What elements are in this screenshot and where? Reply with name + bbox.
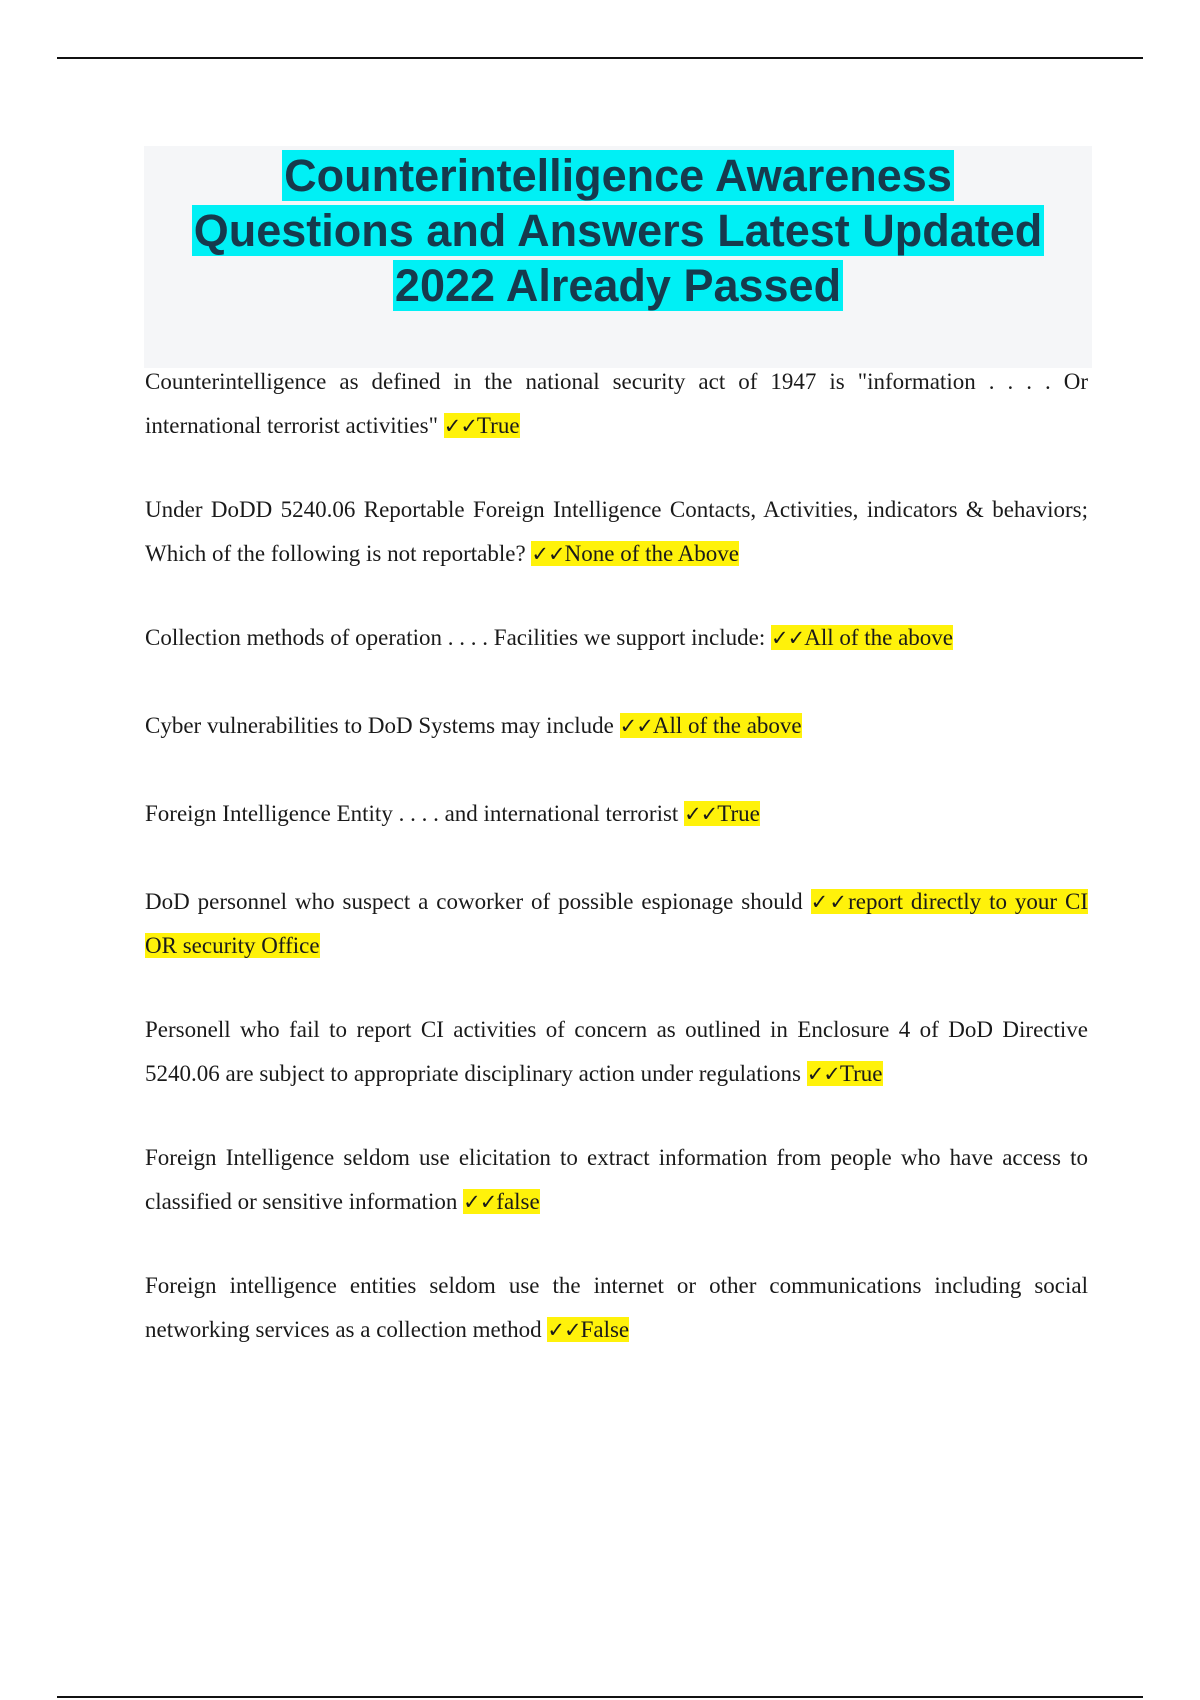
bottom-rule	[57, 1696, 1143, 1698]
qa-item-4	[145, 704, 1088, 748]
double-check-icon: ✓✓	[443, 414, 477, 438]
answer-highlight	[807, 1061, 883, 1086]
answer-text: false	[496, 1189, 540, 1214]
double-check-icon: ✓✓	[619, 714, 653, 738]
question-text: Personell who fail to report CI activities of concern as outlined in Enclosure 4 of DoD Directive 5240.06 are subject to appropriate disciplinary action under regulations	[145, 1017, 1088, 1086]
qa-item-8	[145, 1136, 1088, 1224]
answer-text: True	[839, 1061, 883, 1086]
answer-text: True	[476, 413, 520, 438]
question-text: Foreign intelligence entities seldom use the internet or other communications including social networking services as a collection method	[145, 1273, 1088, 1342]
answer-highlight	[547, 1317, 629, 1342]
question-text: Counterintelligence as defined in the national security act of 1947 is "information . . . . Or international terrorist activities"	[145, 369, 1088, 438]
answer-text: report directly to your CI OR security Office	[145, 889, 1088, 958]
double-check-icon: ✓✓	[806, 1062, 840, 1086]
answer-text: All of the above	[804, 625, 954, 650]
qa-list	[145, 360, 1088, 1392]
double-check-icon: ✓✓	[463, 1190, 497, 1214]
answer-highlight	[771, 625, 953, 650]
qa-item-3	[145, 616, 1088, 660]
qa-item-1	[145, 360, 1088, 448]
question-text: Cyber vulnerabilities to DoD Systems may include	[145, 713, 620, 738]
question-text: Collection methods of operation . . . . Facilities we support include:	[145, 625, 771, 650]
question-text: Foreign Intelligence Entity . . . . and international terrorist	[145, 801, 685, 826]
double-check-icon: ✓✓	[771, 626, 805, 650]
answer-highlight	[620, 713, 802, 738]
title-line-1: Counterintelligence Awareness	[284, 150, 952, 201]
double-check-icon: ✓✓	[810, 890, 849, 914]
question-text: Under DoDD 5240.06 Reportable Foreign Intelligence Contacts, Activities, indicators & behaviors; Which of the following is not reportable?	[145, 497, 1088, 566]
page-title	[144, 148, 1092, 313]
qa-item-2	[145, 488, 1088, 576]
answer-text: All of the above	[652, 713, 802, 738]
double-check-icon: ✓✓	[531, 542, 565, 566]
answer-highlight	[531, 541, 739, 566]
qa-item-6	[145, 880, 1088, 968]
answer-text: False	[580, 1317, 630, 1342]
title-line-3: 2022 Already Passed	[394, 260, 842, 311]
qa-item-5	[145, 792, 1088, 836]
double-check-icon: ✓✓	[684, 802, 718, 826]
answer-text: True	[717, 801, 760, 826]
title-banner	[144, 146, 1092, 368]
qa-item-9	[145, 1264, 1088, 1352]
question-text: Foreign Intelligence seldom use elicitation to extract information from people who have access to classified or sensitive information	[145, 1145, 1088, 1214]
question-text: DoD personnel who suspect a coworker of possible espionage should	[145, 889, 811, 914]
answer-highlight	[444, 413, 520, 438]
answer-text: None of the Above	[564, 541, 740, 566]
top-rule	[57, 57, 1143, 59]
answer-highlight	[684, 801, 760, 826]
double-check-icon: ✓✓	[547, 1318, 581, 1342]
title-line-2: Questions and Answers Latest Updated	[193, 205, 1043, 256]
qa-item-7	[145, 1008, 1088, 1096]
answer-highlight	[463, 1189, 540, 1214]
